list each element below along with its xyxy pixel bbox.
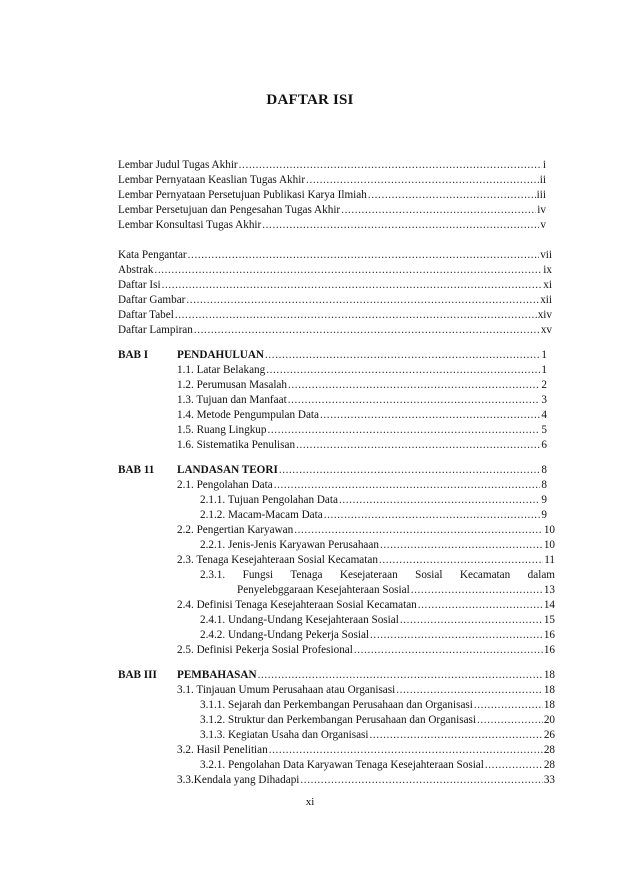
leader-dots bbox=[368, 188, 536, 202]
entry-text: Daftar Lampiran bbox=[118, 324, 193, 336]
toc-entry[interactable] bbox=[177, 363, 547, 377]
entry-text: Abstrak bbox=[118, 264, 154, 276]
entry-page: xiv bbox=[537, 309, 552, 321]
entry-page: iv bbox=[537, 204, 546, 216]
entry-page: v bbox=[540, 219, 546, 231]
entry-page: 18 bbox=[543, 669, 555, 681]
entry-text: 2.3. Tenaga Kesejahteraan Sosial Kecamatan bbox=[177, 554, 378, 566]
toc-entry[interactable] bbox=[177, 408, 547, 422]
entry-page: 4 bbox=[541, 409, 547, 421]
entry-page: 11 bbox=[544, 554, 555, 566]
entry-text: 3.3.Kendala yang Dihadapi bbox=[177, 774, 300, 786]
chapter-label: BAB 11 bbox=[118, 464, 155, 476]
leader-dots bbox=[265, 348, 540, 362]
toc-entry[interactable] bbox=[177, 378, 547, 392]
entry-page: 18 bbox=[543, 684, 555, 696]
entry-text: Lembar Persetujuan dan Pengesahan Tugas Akhir bbox=[118, 204, 341, 216]
leader-dots bbox=[269, 743, 543, 757]
entry-page: 6 bbox=[541, 439, 547, 451]
leader-dots bbox=[154, 263, 542, 277]
leader-dots bbox=[418, 598, 543, 612]
entry-page: 26 bbox=[543, 729, 555, 741]
toc-chapter[interactable] bbox=[177, 668, 555, 682]
toc-entry[interactable] bbox=[177, 438, 547, 452]
leader-dots bbox=[354, 643, 543, 657]
entry-page: 1 bbox=[541, 349, 547, 361]
page-number: xi bbox=[305, 796, 315, 808]
entry-text: 3.2. Hasil Penelitian bbox=[177, 744, 268, 756]
toc-entry[interactable] bbox=[177, 523, 555, 537]
leader-dots bbox=[306, 173, 539, 187]
entry-page: 13 bbox=[543, 584, 555, 596]
entry-page: 1 bbox=[541, 364, 547, 376]
leader-dots bbox=[288, 393, 541, 407]
entry-text: Penyelebggaraan Kesejahteraan Sosial bbox=[237, 584, 410, 596]
toc-entry[interactable] bbox=[200, 713, 555, 727]
entry-page: 33 bbox=[543, 774, 555, 786]
leader-dots bbox=[370, 728, 543, 742]
entry-text: Lembar Judul Tugas Akhir bbox=[118, 159, 238, 171]
entry-text: 2.1.2. Macam-Macam Data bbox=[200, 509, 323, 521]
leader-dots bbox=[477, 713, 543, 727]
entry-text: 1.4. Metode Pengumpulan Data bbox=[177, 409, 319, 421]
toc-chapter[interactable] bbox=[177, 348, 547, 362]
entry-page: ix bbox=[543, 264, 552, 276]
leader-dots bbox=[175, 308, 537, 322]
leader-dots bbox=[288, 378, 540, 392]
leader-dots bbox=[266, 363, 540, 377]
leader-dots bbox=[268, 423, 541, 437]
entry-text: 2.4.1. Undang-Undang Kesejahteraan Sosial bbox=[200, 614, 399, 626]
toc-entry[interactable] bbox=[200, 698, 555, 712]
entry-page: iii bbox=[536, 189, 546, 201]
leader-dots bbox=[320, 408, 540, 422]
entry-text: PENDAHULUAN bbox=[177, 349, 265, 361]
entry-page: xii bbox=[540, 294, 552, 306]
toc-entry[interactable] bbox=[118, 278, 552, 292]
leader-dots bbox=[324, 508, 541, 522]
entry-text: 1.5. Ruang Lingkup bbox=[177, 424, 267, 436]
toc-entry[interactable] bbox=[177, 598, 555, 612]
toc-entry[interactable] bbox=[177, 643, 555, 657]
entry-text: LANDASAN TEORI bbox=[177, 464, 278, 476]
leader-dots bbox=[262, 218, 539, 232]
toc-entry[interactable] bbox=[118, 158, 546, 172]
toc-entry[interactable] bbox=[118, 203, 546, 217]
entry-page: 9 bbox=[541, 509, 547, 521]
leader-dots bbox=[279, 463, 541, 477]
entry-page: 8 bbox=[541, 479, 547, 491]
toc-entry[interactable] bbox=[177, 553, 555, 567]
toc-entry[interactable] bbox=[200, 728, 555, 742]
toc-entry[interactable] bbox=[177, 478, 547, 492]
chapter-label: BAB III bbox=[118, 669, 157, 681]
entry-text: 2.1.1. Tujuan Pengolahan Data bbox=[200, 494, 338, 506]
entry-text: 3.1. Tinjauan Umum Perusahaan atau Organisasi bbox=[177, 684, 396, 696]
entry-text: 1.2. Perumusan Masalah bbox=[177, 379, 287, 391]
entry-text: 2.2. Pengertian Karyawan bbox=[177, 524, 294, 536]
entry-text: Daftar Isi bbox=[118, 279, 161, 291]
entry-text: 2.4.2. Undang-Undang Pekerja Sosial bbox=[200, 629, 370, 641]
leader-dots bbox=[188, 248, 540, 262]
chapter-label: BAB I bbox=[118, 349, 149, 361]
entry-page: vii bbox=[540, 249, 552, 261]
entry-text: 2.5. Definisi Pekerja Sosial Profesional bbox=[177, 644, 353, 656]
leader-dots bbox=[474, 698, 543, 712]
entry-page: 15 bbox=[543, 614, 555, 626]
leader-dots bbox=[339, 493, 540, 507]
leader-dots bbox=[400, 613, 543, 627]
leader-dots bbox=[239, 158, 542, 172]
entry-page: xi bbox=[543, 279, 552, 291]
entry-text: 2.1. Pengolahan Data bbox=[177, 479, 273, 491]
entry-page: 20 bbox=[543, 714, 555, 726]
entry-text: Lembar Pernyataan Keaslian Tugas Akhir bbox=[118, 174, 306, 186]
entry-page: 28 bbox=[543, 759, 555, 771]
entry-page: 3 bbox=[541, 394, 547, 406]
entry-text: 3.1.3. Kegiatan Usaha dan Organisasi bbox=[200, 729, 369, 741]
entry-page: 9 bbox=[541, 494, 547, 506]
entry-text: PEMBAHASAN bbox=[177, 669, 257, 681]
leader-dots bbox=[162, 278, 543, 292]
entry-page: 2 bbox=[541, 379, 547, 391]
toc-entry[interactable] bbox=[118, 308, 552, 322]
page-title: DAFTAR ISI bbox=[266, 92, 354, 108]
entry-page: 8 bbox=[541, 464, 547, 476]
entry-page: 16 bbox=[543, 644, 555, 656]
toc-entry[interactable] bbox=[200, 538, 555, 552]
toc-entry[interactable] bbox=[118, 293, 552, 307]
toc-entry[interactable] bbox=[118, 173, 546, 187]
entry-text: 1.6. Sistematika Penulisan bbox=[177, 439, 296, 451]
entry-text: Lembar Pernyataan Persetujuan Publikasi Karya Ilmiah bbox=[118, 189, 367, 201]
toc-entry[interactable] bbox=[237, 583, 555, 597]
leader-dots bbox=[485, 758, 543, 772]
entry-text: 3.1.2. Struktur dan Perkembangan Perusahaan dan Organisasi bbox=[200, 714, 476, 726]
toc-entry[interactable] bbox=[200, 628, 555, 642]
toc-entry[interactable] bbox=[177, 773, 555, 787]
toc-entry[interactable] bbox=[118, 218, 546, 232]
toc-entry[interactable] bbox=[118, 188, 546, 202]
toc-entry[interactable] bbox=[118, 263, 552, 277]
leader-dots bbox=[396, 683, 543, 697]
toc-chapter[interactable] bbox=[177, 463, 547, 477]
toc-entry[interactable] bbox=[200, 508, 547, 522]
entry-page: 18 bbox=[543, 699, 555, 711]
entry-text: 1.3. Tujuan dan Manfaat bbox=[177, 394, 287, 406]
entry-text: 2.4. Definisi Tenaga Kesejahteraan Sosial Kecamatan bbox=[177, 599, 417, 611]
leader-dots bbox=[411, 583, 543, 597]
entry-text: 3.2.1. Pengolahan Data Karyawan Tenaga Kesejahteraan Sosial bbox=[200, 759, 484, 771]
entry-page: 10 bbox=[543, 539, 555, 551]
entry-text: 1.1. Latar Belakang bbox=[177, 364, 266, 376]
entry-text: Kata Pengantar bbox=[118, 249, 187, 261]
leader-dots bbox=[186, 293, 539, 307]
leader-dots bbox=[258, 668, 543, 682]
leader-dots bbox=[341, 203, 536, 217]
leader-dots bbox=[194, 323, 540, 337]
entry-page: 16 bbox=[543, 629, 555, 641]
toc-entry[interactable] bbox=[200, 493, 547, 507]
toc-entry[interactable] bbox=[177, 423, 547, 437]
entry-page: 28 bbox=[543, 744, 555, 756]
leader-dots bbox=[274, 478, 541, 492]
entry-page: 14 bbox=[543, 599, 555, 611]
toc-entry[interactable] bbox=[177, 743, 555, 757]
toc-entry[interactable] bbox=[177, 683, 555, 697]
entry-text: Daftar Tabel bbox=[118, 309, 174, 321]
toc-entry-line[interactable]: 2.3.1. Fungsi Tenaga Kesejateraan Sosial Kecamatan dalam bbox=[200, 569, 555, 581]
entry-page: xv bbox=[540, 324, 552, 336]
entry-text: Lembar Konsultasi Tugas Akhir bbox=[118, 219, 262, 231]
toc-entry[interactable] bbox=[118, 323, 552, 337]
entry-page: 5 bbox=[541, 424, 547, 436]
entry-page: i bbox=[542, 159, 546, 171]
leader-dots bbox=[300, 773, 542, 787]
toc-entry[interactable] bbox=[200, 758, 555, 772]
entry-text: Daftar Gambar bbox=[118, 294, 186, 306]
toc-entry[interactable] bbox=[118, 248, 552, 262]
entry-page: ii bbox=[539, 174, 546, 186]
entry-text: 2.2.1. Jenis-Jenis Karyawan Perusahaan bbox=[200, 539, 379, 551]
entry-page: 10 bbox=[543, 524, 555, 536]
toc-entry[interactable] bbox=[177, 393, 547, 407]
leader-dots bbox=[380, 538, 543, 552]
leader-dots bbox=[294, 523, 543, 537]
toc-entry[interactable] bbox=[200, 613, 555, 627]
leader-dots bbox=[379, 553, 543, 567]
entry-text: 3.1.1. Sejarah dan Perkembangan Perusahaan dan Organisasi bbox=[200, 699, 473, 711]
leader-dots bbox=[296, 438, 540, 452]
leader-dots bbox=[370, 628, 543, 642]
